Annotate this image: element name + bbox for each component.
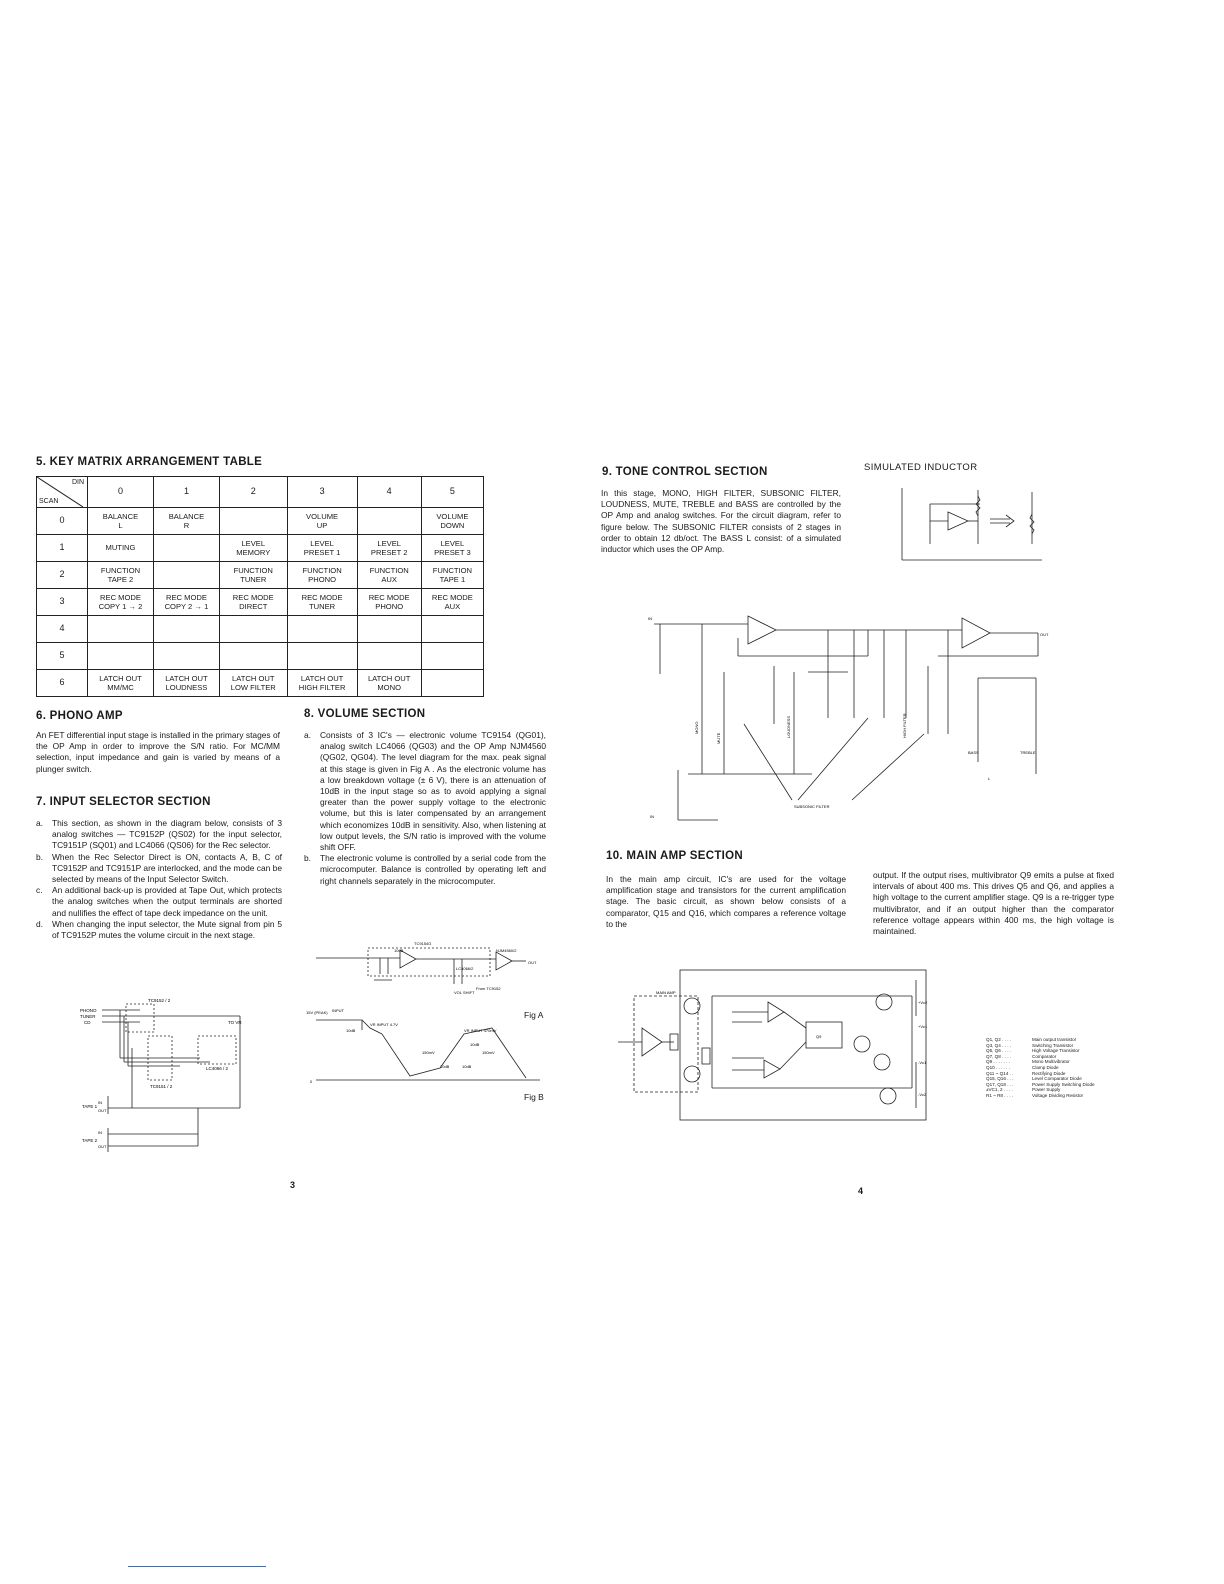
- input-selector-diagram: [80, 996, 250, 1154]
- legend-key: R1 ~ R8 . . . .: [986, 1092, 1014, 1098]
- legend-value: Switching Transistor: [1032, 1042, 1074, 1048]
- table-row: [37, 535, 484, 562]
- legend-value: Power Supply Switching Diode: [1032, 1081, 1095, 1087]
- tape1-out-label: OUT: [98, 1108, 107, 1113]
- phono-title: 6. PHONO AMP: [36, 710, 123, 722]
- vr-input-a: VR INPUT 4.7V: [370, 1022, 398, 1027]
- table-cell: LATCH OUT LOUDNESS: [153, 670, 219, 697]
- table-cell: FUNCTION TUNER: [219, 562, 287, 589]
- q9-label: Q9: [816, 1034, 822, 1039]
- table-cell: [287, 643, 357, 670]
- mv150-b: 150mV: [482, 1050, 495, 1055]
- list-item: d. When changing the input selector, the Mute signal from pin 5 of TC9152P mutes the volume circuit in the next stage.: [36, 918, 282, 941]
- table-cell: LEVEL PRESET 1: [287, 535, 357, 562]
- table-cell: [357, 643, 421, 670]
- table-cell: [287, 616, 357, 643]
- table-cell: REC MODE PHONO: [357, 589, 421, 616]
- legend-key: ±VC1, 2 . . . .: [986, 1087, 1013, 1093]
- nvcc1-label: -Vc1: [918, 1060, 927, 1065]
- db10-label: 10dB: [394, 948, 404, 953]
- vol-shift-label: VOL SHIFT: [454, 990, 475, 995]
- in-label: IN: [648, 616, 652, 621]
- table-cell: REC MODE DIRECT: [219, 589, 287, 616]
- col-header: 4: [357, 477, 421, 508]
- fig-a-label: Fig A: [524, 1010, 544, 1020]
- main-amp-text-left: In the main amp circuit, IC's are used for the voltage amplification stage and transistors for the current amplification stage. The basic circuit, as shown below consists of a comparator, Q15 and Q16, which compares a reference voltage to the: [606, 874, 846, 929]
- table-cell: VOLUME DOWN: [421, 508, 483, 535]
- mv150-a: 150mV: [422, 1050, 435, 1055]
- table-cell: LATCH OUT HIGH FILTER: [287, 670, 357, 697]
- list-item: b. When the Rec Selector Direct is ON, contacts A, B, C of TC9152P and TC9151P are interlocked, and the mode can be selected by means of the Input Selector Switch.: [36, 851, 282, 885]
- legend-key: Q15, Q16 . . .: [986, 1076, 1014, 1082]
- scan-row-header: 2: [37, 562, 88, 589]
- table-cell: [153, 562, 219, 589]
- table-cell: [88, 616, 154, 643]
- table-cell: BALANCE L: [88, 508, 154, 535]
- input-selector-list: [36, 818, 282, 941]
- subsonic-label: SUBSONIC FILTER: [794, 804, 830, 809]
- list-item: a. This section, as shown in the diagram below, consists of 3 analog switches — TC9152P (QS02) for the input selector, TC9151P (SQ01) and LC4066 (QS06) for the Rec selector.: [36, 818, 282, 851]
- scan-row-header: 6: [37, 670, 88, 697]
- col-header: 0: [88, 477, 154, 508]
- volume-list: [304, 730, 546, 887]
- table-row: [37, 508, 484, 535]
- db10-c: 10dB: [462, 1064, 472, 1069]
- cd-input-label: CD: [84, 1020, 91, 1025]
- treble-label: TREBLE: [1020, 750, 1036, 755]
- vr-input-b: VR INPUT 470mV: [464, 1028, 497, 1033]
- op-label: NJM4560/2: [496, 948, 517, 953]
- table-header-row: [37, 477, 484, 508]
- table-cell: [421, 643, 483, 670]
- table-cell: REC MODE AUX: [421, 589, 483, 616]
- table-cell: [219, 508, 287, 535]
- bottom-link-underline: [128, 1566, 266, 1567]
- ic3-label: LC4066 / 2: [206, 1066, 229, 1071]
- high-filter-label: HIGH FILTER: [902, 713, 907, 738]
- main-amp-label: MAIN AMP: [656, 990, 676, 995]
- legend-key: Q7, Q8 . . . .: [986, 1053, 1012, 1059]
- table-cell: VOLUME UP: [287, 508, 357, 535]
- volume-schematic: [316, 940, 546, 1000]
- legend-key: Q5, Q6 . . . .: [986, 1048, 1012, 1054]
- peak-label: 15V (PEAK): [306, 1010, 328, 1015]
- list-item: a. Consists of 3 IC's — electronic volume TC9154 (QG01), analog switch LC4066 (QG03) and the OP Amp NJM4560 (QG02, QG04). The level diagram for the max. peak signal at this stage is given in Fig A . As the electronic volume has a low breakdown voltage (± 6 V), there is an attenuation of 10dB in the input stage so as to avoid applying a signal greater than the power supply voltage to the electronic volume, but this is later compensated by an arrangement which economizes 10dB in sensitivity. Also, when listening at low output levels, the S/N ratio is improved with the volume shift OFF.: [304, 730, 546, 853]
- din-scan-corner: [37, 477, 88, 508]
- input-label: INPUT: [332, 1008, 344, 1013]
- vcc1-label: +Vc1: [918, 1024, 928, 1029]
- list-item: b. The electronic volume is controlled by a serial code from the microcomputer. Balance is controlled by operating left and right channels separately in the microcomputer.: [304, 853, 546, 886]
- fig-b-label: Fig B: [524, 1092, 544, 1102]
- table-cell: LATCH OUT LOW FILTER: [219, 670, 287, 697]
- table-cell: [153, 643, 219, 670]
- from-label: From TC9152: [476, 986, 501, 991]
- table-cell: REC MODE COPY 2 → 1: [153, 589, 219, 616]
- table-cell: [219, 616, 287, 643]
- legend-value: Power Supply: [1032, 1087, 1061, 1093]
- table-cell: [421, 616, 483, 643]
- table-cell: [219, 643, 287, 670]
- tuner-input-label: TUNER: [80, 1014, 96, 1019]
- legend-value: Voltage Dividing Resistor: [1032, 1092, 1084, 1098]
- legend-value: High Voltage Transistor: [1032, 1048, 1080, 1054]
- col-header: 1: [153, 477, 219, 508]
- table-row: [37, 670, 484, 697]
- sw-label: LC4066/2: [456, 966, 474, 971]
- mute-label: MUTE: [716, 732, 721, 744]
- main-amp-legend: [986, 1037, 1095, 1099]
- ic1-label: TC9152 / 2: [148, 998, 171, 1003]
- input-selector-title: 7. INPUT SELECTOR SECTION: [36, 796, 211, 808]
- table-cell: BALANCE R: [153, 508, 219, 535]
- col-header: 2: [219, 477, 287, 508]
- col-header: 5: [421, 477, 483, 508]
- legend-value: Rectifying Diode: [1032, 1070, 1066, 1076]
- legend-key: Q11 ~ Q14 . .: [986, 1070, 1014, 1076]
- legend-key: Q10 . . . . . .: [986, 1064, 1010, 1070]
- table-cell: LATCH OUT MM/MC: [88, 670, 154, 697]
- phono-text: An FET differential input stage is installed in the primary stages of the OP Amp in order to improve the S/N ratio. For MC/MM selection, input impedance and gain is varied by means of a plunger switch.: [36, 730, 280, 774]
- table-cell: FUNCTION TAPE 2: [88, 562, 154, 589]
- simulated-inductor-diagram: [898, 484, 1044, 566]
- legend-key: Q3, Q4 . . . .: [986, 1042, 1012, 1048]
- out-label: OUT: [1040, 632, 1049, 637]
- nvcc2-label: -Vc2: [918, 1092, 927, 1097]
- table-cell: [153, 616, 219, 643]
- phono-input-label: PHONO: [80, 1008, 97, 1013]
- table-cell: LEVEL PRESET 2: [357, 535, 421, 562]
- key-matrix-table: [36, 476, 484, 697]
- legend-key: Q1, Q2 . . . .: [986, 1037, 1012, 1042]
- page-number-left: 3: [290, 1180, 296, 1190]
- table-row: [37, 616, 484, 643]
- to-vr-label: TO VR: [228, 1020, 242, 1025]
- scan-row-header: 4: [37, 616, 88, 643]
- table-cell: FUNCTION AUX: [357, 562, 421, 589]
- mono-label: MONO: [694, 721, 699, 734]
- tone-text: In this stage, MONO, HIGH FILTER, SUBSONIC FILTER, LOUDNESS, MUTE, TREBLE and BASS are controlled by the OP Amp and analog switches. For the circuit diagram, refer to figure below. The SUBSONIC FILTER consists of 2 stages in order to obtain 12 db/oct. The BASS L consist: of a simulated inductor which uses the OP Amp.: [601, 488, 841, 555]
- vcc2-label: +Vc2: [918, 1000, 928, 1005]
- legend-value: Clamp Diode: [1032, 1064, 1059, 1070]
- main-amp-text-right: output. If the output rises, multivibrator Q9 emits a pulse at fixed intervals of about 400 ms. This drives Q5 and Q6, and applies a high voltage to the current amplifier stage. Q9 is a re-trigger type multivibrator, and if an output higher than the comparator reference voltage appears within 400 ms, the high voltage is maintained.: [873, 870, 1114, 937]
- legend-item: [986, 1093, 1095, 1099]
- db10-a: 10dB: [346, 1028, 356, 1033]
- table-cell: [153, 535, 219, 562]
- table-row: [37, 643, 484, 670]
- ic-tc9154g: TC9154G: [414, 941, 432, 946]
- table-cell: REC MODE COPY 1 → 2: [88, 589, 154, 616]
- main-amp-title: 10. MAIN AMP SECTION: [606, 850, 743, 862]
- db10-d: 10dB: [470, 1042, 480, 1047]
- legend-value: Comparator: [1032, 1053, 1057, 1059]
- tape2-in-label: IN: [98, 1130, 102, 1135]
- scan-row-header: 3: [37, 589, 88, 616]
- tape1-in-label: IN: [98, 1100, 102, 1105]
- tape2-label: TAPE 2: [82, 1138, 98, 1143]
- table-row: [37, 589, 484, 616]
- bass-label: BASS: [968, 750, 979, 755]
- table-cell: FUNCTION PHONO: [287, 562, 357, 589]
- scan-row-header: 1: [37, 535, 88, 562]
- scan-row-header: 5: [37, 643, 88, 670]
- tape1-label: TAPE 1: [82, 1104, 98, 1109]
- zero-label: 0: [310, 1079, 313, 1084]
- table-cell: LATCH OUT MONO: [357, 670, 421, 697]
- legend-value: Main output transistor: [1032, 1037, 1077, 1042]
- scan-row-header: 0: [37, 508, 88, 535]
- level-diagram: [306, 1004, 542, 1090]
- loudness-label: LOUDNESS: [786, 715, 791, 738]
- table-cell: [421, 670, 483, 697]
- table-cell: [88, 643, 154, 670]
- tone-control-diagram: [648, 614, 1068, 826]
- ic2-label: TC9151 / 2: [150, 1084, 173, 1089]
- main-amp-diagram: [612, 966, 944, 1122]
- legend-value: Level Comparator Diode: [1032, 1076, 1082, 1082]
- tone-title: 9. TONE CONTROL SECTION: [602, 466, 768, 478]
- legend-key: Q17, Q18 . . .: [986, 1081, 1014, 1087]
- table-cell: REC MODE TUNER: [287, 589, 357, 616]
- table-cell: FUNCTION TAPE 1: [421, 562, 483, 589]
- col-header: 3: [287, 477, 357, 508]
- table-cell: LEVEL PRESET 3: [421, 535, 483, 562]
- tape2-out-label: OUT: [98, 1144, 107, 1149]
- page-number-right: 4: [858, 1186, 864, 1196]
- in2-label: IN: [650, 814, 654, 819]
- table-cell: LEVEL MEMORY: [219, 535, 287, 562]
- legend-value: Mono Multivibrator: [1032, 1059, 1070, 1065]
- simulated-inductor-title: SIMULATED INDUCTOR: [864, 462, 978, 473]
- table-cell: MUTING: [88, 535, 154, 562]
- list-item: c. An additional back-up is provided at Tape Out, which protects the analog switches when the output terminals are shorted and nullifies the effect of tape deck impedance on the unit.: [36, 885, 282, 918]
- table-cell: [357, 616, 421, 643]
- l-label: L: [988, 776, 991, 781]
- din-label: DIN: [71, 479, 84, 486]
- key-matrix-title: 5. KEY MATRIX ARRANGEMENT TABLE: [36, 456, 263, 468]
- scan-label: SCAN: [39, 497, 59, 505]
- db10-b: 10dB: [440, 1064, 450, 1069]
- table-cell: [357, 508, 421, 535]
- legend-key: Q9 . . . . . . .: [986, 1059, 1010, 1065]
- out-label: OUT: [528, 960, 537, 965]
- volume-title: 8. VOLUME SECTION: [304, 708, 426, 720]
- table-row: [37, 562, 484, 589]
